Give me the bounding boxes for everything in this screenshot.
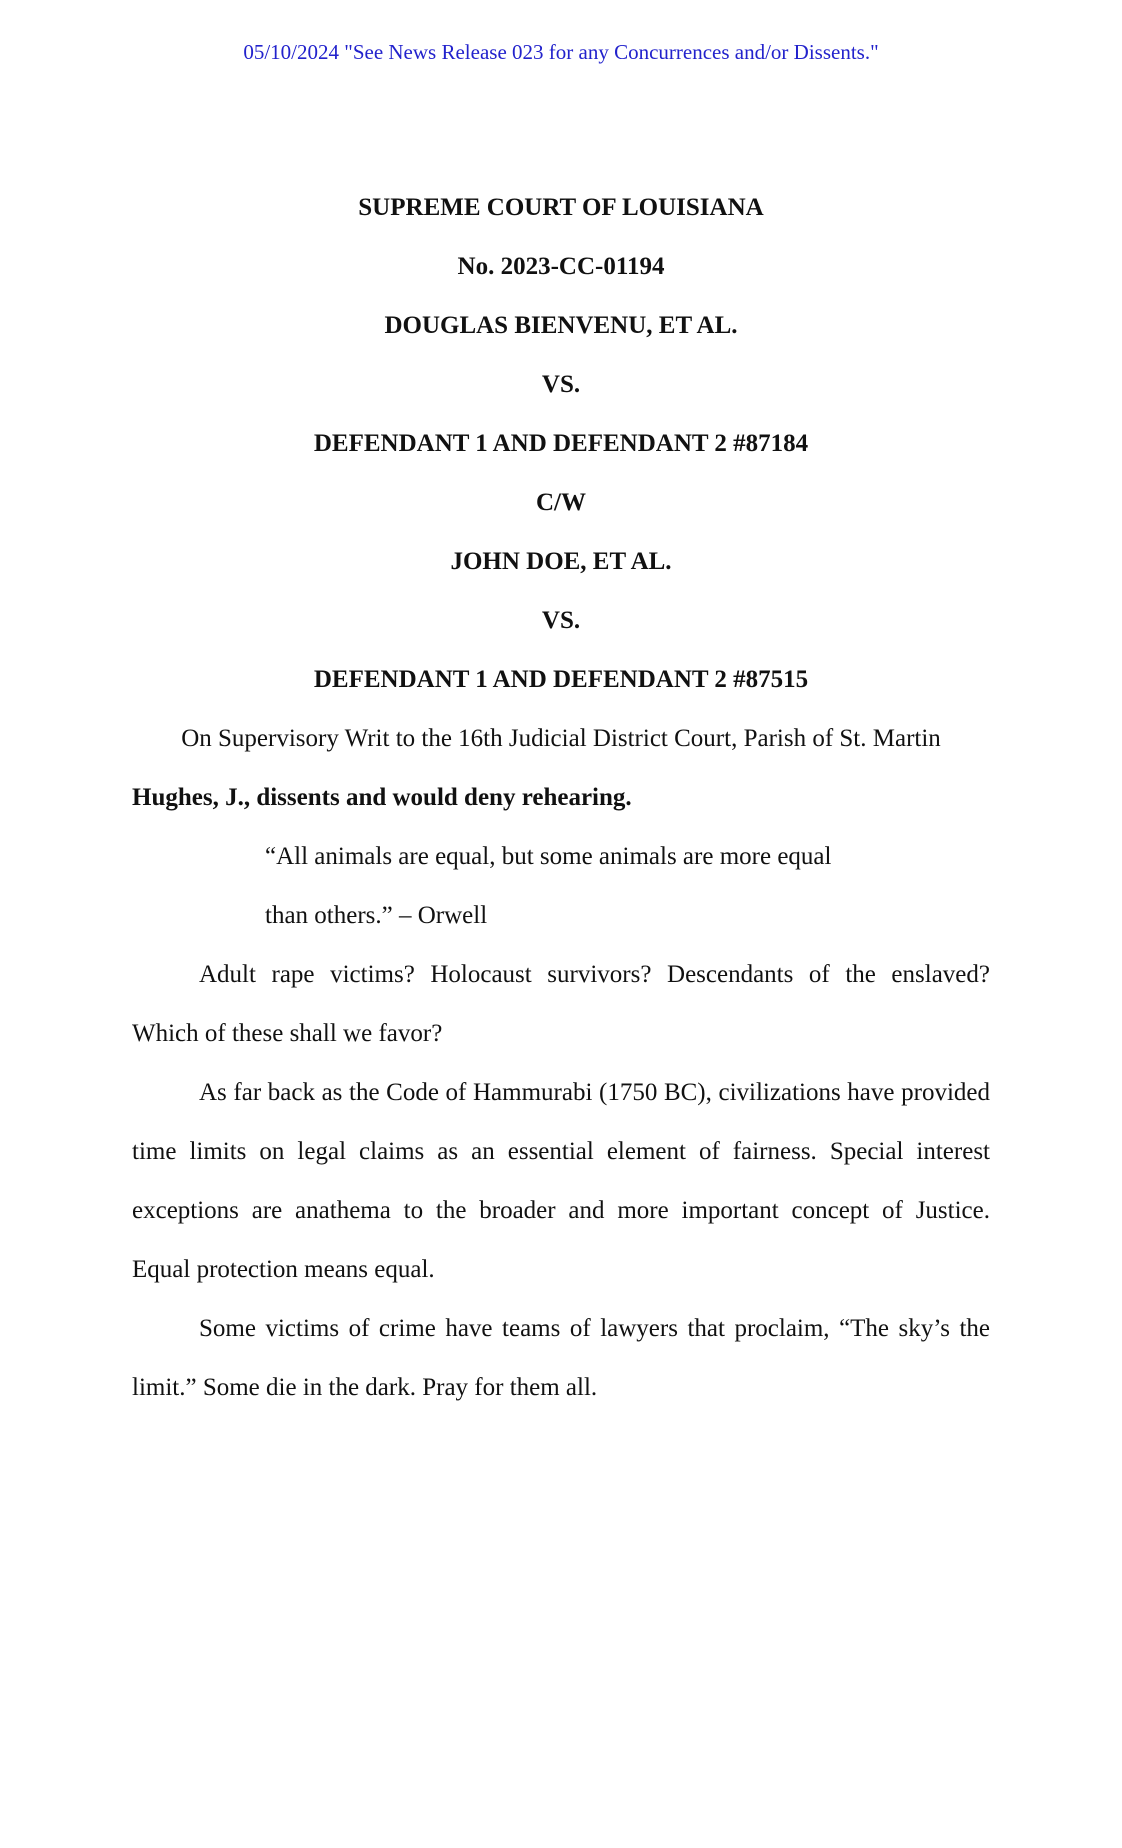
epigraph-line-1: “All animals are equal, but some animals are more equal [265, 843, 832, 870]
docket-number: No. 2023-CC-01194 [457, 253, 665, 280]
versus-1: VS. [541, 371, 581, 398]
paragraph-2-line-1: As far back as the Code of Hammurabi (1750 BC), civilizations have provided [199, 1079, 990, 1106]
defendant-1: DEFENDANT 1 AND DEFENDANT 2 #87184 [313, 430, 809, 457]
plaintiff-2: JOHN DOE, ET AL. [450, 548, 672, 575]
paragraph-3-line-2: limit.” Some die in the dark. Pray for them all. [132, 1374, 598, 1401]
paragraph-2-line-3: exceptions are anathema to the broader and more important concept of Justice. [132, 1197, 990, 1224]
paragraph-3-line-1: Some victims of crime have teams of lawyers that proclaim, “The sky’s the [199, 1315, 990, 1342]
opinion-heading: Hughes, J., dissents and would deny rehearing. [132, 784, 632, 811]
paragraph-2-line-2: time limits on legal claims as an essential element of fairness. Special interest [132, 1138, 990, 1165]
paragraph-2-line-4: Equal protection means equal. [132, 1256, 435, 1283]
consolidated-with: C/W [536, 489, 586, 516]
court-name: SUPREME COURT OF LOUISIANA [358, 194, 764, 221]
defendant-2: DEFENDANT 1 AND DEFENDANT 2 #87515 [313, 666, 809, 693]
news-release-note: 05/10/2024 "See News Release 023 for any Concurrences and/or Dissents." [243, 40, 879, 64]
versus-2: VS. [541, 607, 581, 634]
paragraph-1-line-2: Which of these shall we favor? [132, 1020, 443, 1047]
paragraph-1-line-1: Adult rape victims? Holocaust survivors? Descendants of the enslaved? [199, 961, 990, 988]
epigraph-line-2: than others.” – Orwell [265, 902, 488, 929]
writ-line: On Supervisory Writ to the 16th Judicial District Court, Parish of St. Martin [181, 725, 941, 752]
plaintiff-1: DOUGLAS BIENVENU, ET AL. [384, 312, 738, 339]
